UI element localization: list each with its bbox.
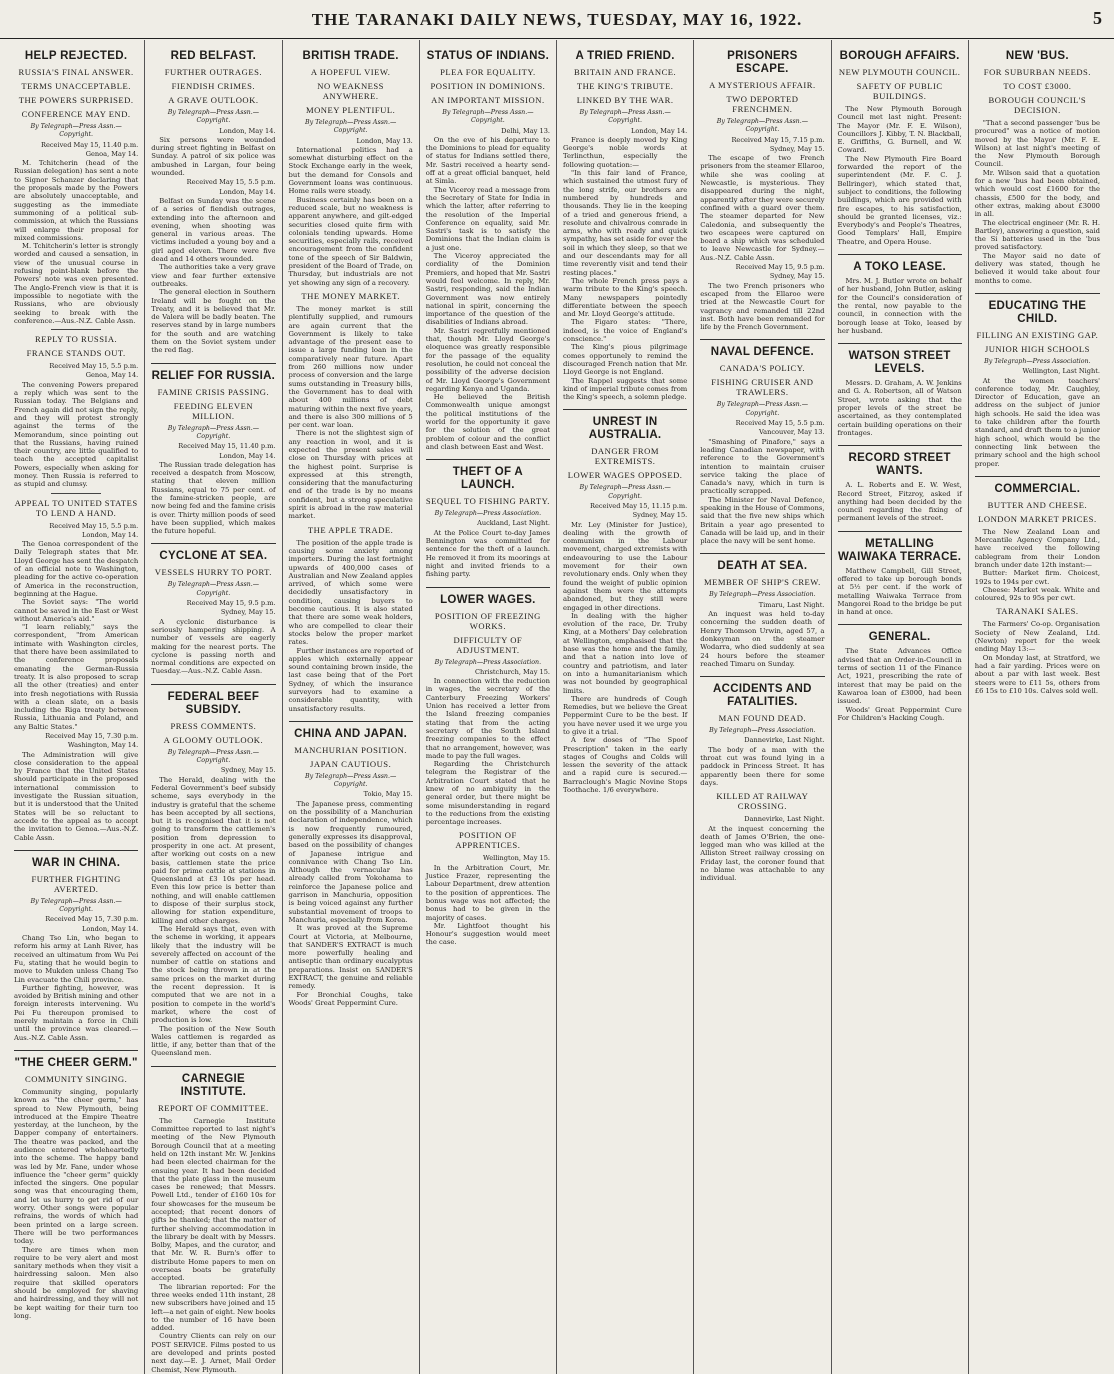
article-subheading: CANADA'S POLICY.: [719, 363, 806, 374]
article-paragraph: The New Plymouth Fire Board forwarded the report of the superintendent (Mr. F. C. J. Bellringer), which stated that, subject to conditions, the following buildings, which are provided with fire escapes, to his satisfaction, should be granted licenses, viz.: Everybody's and People's Theatres, Good Templars' Hall, Empire Theatre, and Opera House.: [837, 154, 962, 246]
article-byline: By Telegraph—Press Association.: [709, 727, 816, 735]
article-paragraph: International politics had a somewhat disturbing effect on the Stock Exchange early in the week, but the demand for Consols and Government loans was continuous. Home rails were steady.: [288, 145, 413, 196]
section-divider: [151, 363, 275, 364]
article-headline: A TRIED FRIEND.: [575, 50, 675, 62]
article-paragraph: The Administration will give close consideration to the appeal by France that the United States should participate in the proposed international commission to investigate the Russian situation, but it is understood that the United States will be so reluctant to accede to the appeal as to accept the invitation to Genoa.—Aus.-N.Z. Cable Assn.: [14, 750, 139, 842]
article-paragraph: The position of the New South Wales cattlemen is regarded as little, if any, better than that of the Queensland men.: [151, 1024, 276, 1058]
column-8: [969, 40, 1106, 1374]
article-subheading: LINKED BY THE WAR.: [576, 95, 674, 105]
article-paragraph: There are times when men require to be very alert and most sanitary methods when they visit a hairdressing saloon. Men also require that skilled operators should be employed for shaving and hairdressing, and they will not be kept waiting for their turn too long.: [14, 1245, 139, 1320]
article-paragraph: In the Arbitration Court, Mr. Justice Frazer, representing the Labour Department, drew attention to the position of apprentices. The bonus wage was not affected; the bonus had to be given in the majority of cases.: [425, 863, 550, 922]
article-paragraph: The Carnegie Institute Committee reported to last night's meeting of the New Plymouth Borough Council that at a meeting held on 12th instant Mr. W. Jenkins had been elected chairman for the ensuing year. It had been decided that the plate glass in the museum cases be renewed; that Messrs. Powell Ltd., tender of £160 10s for four showcases for the museum be accepted; that recent donors of gifts be thanked; that the matter of further shelving accommodation in the library be dealt with by Messrs. Bolby, Mapes, and the curator, and that Mr. W. R. Burn's offer to distribute Home papers to men on overseas boats be gratefully accepted.: [151, 1116, 276, 1283]
article-byline: By Telegraph—Press Assn.—Copyright.: [30, 123, 122, 139]
article-dateline: Received May 15, 11.40 p.m.: [41, 140, 139, 149]
column-2: [145, 40, 282, 1374]
article-paragraph: The New Zealand Loan and Mercantile Agency Company Ltd., have received the following cablegram from their London branch under date 12th instant:—: [974, 527, 1100, 569]
article-byline: By Telegraph—Press Assn.—Copyright.: [579, 109, 671, 125]
section-divider: [51, 493, 101, 494]
article-paragraph: The New Plymouth Borough Council met last night. Present: The Mayor (Mr. F. E. Wilson), Councillors J. Kibby, T. N. Blackball, E. Griffiths, G. Burnell, and W. Coward.: [837, 105, 962, 155]
article-byline: By Telegraph—Press Assn.—Copyright.: [716, 401, 809, 417]
article-subheading: A GLOOMY OUTLOOK.: [163, 734, 264, 745]
section-divider: [14, 1050, 138, 1051]
article-paragraph: Mrs. M. J. Butler wrote on behalf of her husband, John Butler, asking for the Council's consideration of the rental, now payable to the council, in connection with the borough lease at Toko, leased by her husband.: [837, 277, 962, 335]
column-7: [832, 40, 969, 1374]
article-subheading: A MYSTERIOUS AFFAIR.: [709, 80, 816, 90]
article-paragraph: "I learn reliably," says the correspondent, "from American intimate with Washington circles, that there have been assimilated to the conference proposals emanating the German-Russia treaty. It is also proposed to scrap all the other (treaties) and enter into fresh negotiations with Russia with a clean slate, on a basis including the Riga treaty between Russia, Lithuania and Poland, and any Baltic States.": [14, 623, 139, 731]
article-headline: CHINA AND JAPAN.: [294, 727, 408, 740]
section-divider: [151, 543, 275, 544]
article-subheading: MONEY PLENTIFUL.: [305, 105, 396, 115]
article-dateline: Tokio, May 15.: [363, 790, 413, 799]
article-paragraph: The body of a man with the throat cut was found lying in a paddock in Princess Street. It has apparently been there for some days.: [700, 745, 825, 787]
article-paragraph: Country Clients can rely on our POST SERVICE. Films posted to us are developed and prints posted next day.—E. J. Arnet, Mail Order Chemist, New Plymouth.: [151, 1332, 276, 1374]
article-paragraph: The two French prisoners who escaped from the Ellaroo were tried at the Newcastle Court for vagrancy and remanded till 22nd inst. Both have been remanded for life by the French Government.: [700, 281, 825, 332]
article-paragraph: Business certainly has been on a reduced scale, but no weakness is apparent anywhere, and gilt-edged securities closed quite firm with colonials tending upwards. Home securities, especially rails, received encouragement from the confident tone of the speech of Sir Baldwin, president of the Board of Trade, on Thursday, but industrials are not yet showing any sign of a recovery.: [288, 195, 413, 287]
article-paragraph: In dealing with the higher evolution of the race, Dr. Truby King, at a Mothers' Day celebration at Wellington, emphasised that the base was the home and the family, and that a nation into love of country and patriotism, and later on into a humanitarianism which was not bounded by geographical limits.: [563, 611, 688, 695]
article-paragraph: The Japanese press, commenting on the possibility of a Manchurian declaration of independence, which is now frequently rumoured, generally expresses its disapproval, based on the possibility of changes of Japanese intrigue and connivance with Chang Tso Lin. Although the vernacular has already called from Yokohama to reinforce the Japanese police and garrison in Manchuria, opposition is being voiced against any further substantial movement of troops to Manchuria, especially from Korea.: [288, 799, 413, 924]
article-byline: By Telegraph—Press Assn.—Copyright.: [167, 581, 260, 597]
article-headline: THEFT OF A LAUNCH.: [452, 466, 524, 492]
article-subheading: FEEDING ELEVEN MILLION.: [173, 400, 254, 421]
article-headline: COMMERCIAL.: [994, 482, 1081, 495]
article-headline: EDUCATING THE CHILD.: [988, 299, 1087, 325]
article-headline: CYCLONE AT SEA.: [159, 550, 268, 563]
article-paragraph: The Mayor said no date of delivery was stated, though he believed it would take about four months to come.: [974, 251, 1100, 285]
article-subheading: FIENDISH CRIMES.: [171, 81, 256, 91]
article-paragraph: Matthew Campbell, Gill Street, offered to take up borough bonds at 5½ per cent. if the work of metalling Waiwaka Terrace from Mangorei Road to the bridge be put in hand at once.: [837, 566, 962, 617]
article-paragraph: At the women teachers' conference today, Mr. Caughley, Director of Education, gave an address on the subject of junior high schools. He said the idea was to take children after the fourth standard, and draft them to a junior high school, which would be the connecting link between the primary school and the high school proper.: [974, 376, 1100, 468]
section-divider: [426, 587, 550, 588]
article-dateline: London, May 14.: [219, 451, 276, 460]
article-paragraph: Community singing, popularly known as "the cheer germ," has spread to New Plymouth, being introduced at the Empire Theatre yesterday, at the luncheon, by the Dapper company of entertainers. The theatre was packed, and the audience entered wholeheartedly into the scheme. The happy band was led by Mr. Fane, under whose influence the "cheer germ" quickly infected the singers. One popular song was that encouraging them, and let us hurry to get rid of our worry. Other songs were popular refrains, the words of which had been printed on a large screen. There will be two performances today.: [14, 1087, 139, 1246]
article-subheading: LOWER WAGES OPPOSED.: [567, 470, 683, 481]
article-headline: FEDERAL BEEF SUBSIDY.: [167, 690, 260, 716]
article-paragraph: Woods' Great Peppermint Cure For Children's Hacking Cough.: [837, 705, 962, 722]
section-divider: [426, 459, 550, 460]
article-paragraph: M. Tchitcherin's letter is strongly worded and caused a sensation, in view of the unusual course in refusing point-blank before the Powers' note was even presented. The Anglo-French view is that it is impossible to negotiate with the Russians, who are obviously seeking to break with the conference.—Aus.-N.Z. Cable Assn.: [14, 242, 139, 325]
article-headline: HELP REJECTED.: [24, 50, 128, 62]
article-dateline: Received May 15, 11.40 p.m.: [178, 442, 276, 451]
article-paragraph: Six persons were wounded during street fighting in Belfast on Sunday. A patrol of six police was ambushed in Largan, four being wounded.: [151, 135, 276, 178]
article-paragraph: There are hundreds of Cough Remedies, but we believe the Great Peppermint Cure to be the best. If you have never used it we urge you to give it a trial.: [563, 694, 688, 736]
article-paragraph: He believed the British Commonwealth unique amongst the political institutions of the world for the opportunity it gave for the solution of the great problem of colour and the conflict and clash between East and West.: [425, 393, 550, 451]
article-subheading: BRITAIN AND FRANCE.: [574, 67, 677, 77]
article-headline: METALLING WAIWAKA TERRACE.: [838, 537, 962, 563]
article-dateline: London, May 14.: [631, 126, 688, 135]
article-dateline: Dannevirke, Last Night.: [744, 815, 825, 824]
article-subheading: MEMBER OF SHIP'S CREW.: [703, 577, 821, 588]
article-paragraph: "In this fair land of France, which sustained the utmost fury of the long strife, our brothers are numbered by hundreds and thousands. They lie in the keeping of a tried and generous friend, a resolute and chivalrous comrade in arms, who with ready and quick sympathy, has set aside for ever the soil in which they sleep, so that we and our descendants may for all time reverently visit and tend their resting places.": [563, 169, 688, 277]
article-subheading: NO WEAKNESS ANYWHERE.: [317, 81, 384, 101]
column-5: [557, 40, 694, 1374]
article-dateline: Wellington, May 15.: [483, 854, 550, 863]
article-byline: By Telegraph—Press Association.: [434, 510, 542, 518]
article-subheading: TWO DEPORTED FRENCHMEN.: [726, 94, 799, 114]
section-divider: [838, 254, 962, 255]
article-subheading: KILLED AT RAILWAY CROSSING.: [716, 791, 809, 812]
article-subheading: RUSSIA'S FINAL ANSWER.: [18, 67, 134, 77]
article-subheading: POSITION OF FREEZING WORKS.: [434, 610, 541, 631]
article-subheading: REPLY TO RUSSIA.: [35, 334, 118, 345]
article-paragraph: "That a second passenger 'bus be procured" was a notice of motion moved by the Mayor (Mr. F. E. Wilson) at last night's meeting of the New Plymouth Borough Council.: [974, 119, 1100, 169]
article-dateline: Received May 15, 11.15 p.m.: [590, 501, 688, 510]
article-subheading: FURTHER FIGHTING AVERTED.: [31, 873, 121, 894]
article-headline: WATSON STREET LEVELS.: [848, 350, 951, 376]
article-subheading: PRESS COMMENTS.: [170, 720, 257, 731]
article-dateline: Received May 15, 7.30 p.m.: [45, 915, 139, 924]
article-dateline: London, May 14.: [82, 530, 139, 539]
article-dateline: London, May 13.: [356, 136, 413, 145]
article-paragraph: The whole French press pays a warm tribute to the King's speech. Many newspapers pointedly differentiate between the speech and Mr. Lloyd George's attitude.: [563, 276, 688, 319]
article-paragraph: France is deeply moved by King George's noble words at Terlincthun, especially the following quotation:—: [563, 135, 688, 169]
section-divider: [838, 624, 962, 625]
article-paragraph: The Rappel suggests that some kind of imperial tribute comes from the King's speech, a solemn pledge.: [563, 376, 688, 402]
article-paragraph: On the eve of his departure to the Dominions to plead for equality of status for Indians settled there, Mr. Sastri received a hearty send-off at a great official banquet, held at Simla.: [425, 135, 550, 186]
article-byline: By Telegraph—Press Assn.—Copyright.: [167, 748, 260, 765]
article-dateline: Sydney, May 15.: [220, 766, 276, 775]
article-dateline: Sydney, May 15.: [632, 511, 688, 520]
article-byline: By Telegraph—Press Assn.—Copyright.: [304, 772, 397, 789]
article-subheading: JAPAN CAUTIOUS.: [310, 758, 392, 769]
article-subheading: SAFETY OF PUBLIC BUILDINGS.: [856, 81, 943, 101]
article-paragraph: The Herald says that, even with the scheme in working, it appears likely that the industry will be severely affected on account of the number of cattle on stations and the stock being thrown in at the same prices on the market during the recent depression. It is computed that we are not in a position to compete in the world's market, where the cost of production is low.: [151, 924, 276, 1025]
article-paragraph: The Herald, dealing with the Federal Government's beef subsidy scheme, says everybody in the industry is grateful that the scheme has been accepted by all sections, but it is recognised that it is not going to transform the cattlemen's position from depression to prosperity in one act. At present, after working out costs on a new basis, cattlemen state the price paid for prime cattle at stations in Queensland at £3 10s per head. Even this low price is better than nothing, and will enable cattlemen to dispose of their surplus stock, allowing for station expenditure, killing and other charges.: [151, 775, 276, 925]
article-dateline: Sydney, May 15.: [769, 272, 825, 281]
article-byline: By Telegraph—Press Assn.—Copyright.: [30, 897, 122, 914]
article-headline: STATUS OF INDIANS.: [426, 50, 550, 62]
article-paragraph: An inquest was held to-day concerning the sudden death of Henry Thomson Urwin, aged 57, a donkeyman on the steamer Wodarra, who died suddenly at sea 24 hours before the steamer reached Timaru on Sunday.: [700, 610, 825, 668]
article-paragraph: Mr. Sastri regretfully mentioned that, though Mr. Lloyd George's eloquence was greatly responsible for the passage of the equality resolution, he could not conceal the possibility of the adverse decision of Mr. Lloyd George's Government regarding Kenya and Uganda.: [425, 326, 550, 393]
masthead-title: THE TARANAKI DAILY NEWS, TUESDAY, MAY 16, 1922.: [311, 10, 803, 29]
article-byline: By Telegraph—Press Assn.—Copyright.: [304, 119, 397, 135]
article-dateline: Genoa, May 14.: [85, 371, 139, 380]
article-subheading: POSITION OF APPRENTICES.: [455, 830, 521, 851]
article-paragraph: For Bronchial Coughs, take Woods' Great Peppermint Cure.: [288, 990, 413, 1007]
article-dateline: Sydney, May 15.: [220, 608, 276, 617]
article-dateline: Received May 15, 7.15 p.m.: [731, 135, 825, 144]
article-dateline: Received May 15, 5.5 p.m.: [735, 419, 825, 428]
article-subheading: NEW PLYMOUTH COUNCIL.: [838, 67, 961, 77]
article-subheading: SEQUEL TO FISHING PARTY.: [425, 496, 550, 507]
article-dateline: Delhi, May 13.: [501, 126, 550, 135]
article-paragraph: The librarian reported: For the three weeks ended 11th instant, 28 new subscribers have joined and 15 left—a net gain of eight. New books to the number of 16 have been added.: [151, 1282, 276, 1333]
article-byline: By Telegraph—Press Assn.—Copyright.: [716, 118, 809, 134]
article-paragraph: Further instances are reported of apples which externally appear sound containing brown inside, the last case being that of the Port Sydney, of which the insurance surveyors had to examine a considerable quantity, with unsatisfactory results.: [288, 646, 413, 713]
article-paragraph: The authorities take a very grave view and fear further extensive outbreaks.: [151, 263, 276, 288]
article-paragraph: Messrs. D. Graham, A. W. Jenkins and G. A. Robertson, all of Watson Street, wrote asking that the proper levels of the street be ascertained, as they contemplated certain building operations on their frontages.: [837, 379, 962, 437]
article-dateline: London, May 14.: [219, 187, 276, 196]
article-subheading: MANCHURIAN POSITION.: [294, 744, 407, 755]
article-paragraph: It was proved at the Supreme Court at Victoria, at Melbourne, that SANDER'S EXTRACT is much more powerfully healing and antiseptic than ordinary eucalyptus preparations. Insist on SANDER'S EXTRACT, the genuine and reliable remedy.: [288, 924, 413, 991]
column-6: [694, 40, 831, 1374]
article-dateline: Washington, May 14.: [67, 741, 139, 750]
section-divider: [975, 476, 1100, 477]
article-paragraph: Mr. Ley (Minister for Justice), dealing with the growth of communism in the Labour movement, charged extremists with endeavouring to use the Labour movement for their own revolutionary ends. Only when they found the weight of public opinion against them were the attempts abandoned, but they still were engaged in other directions.: [563, 520, 688, 612]
article-paragraph: Mr. Wilson said that a quotation for a new 'bus had been obtained, which would cost £1600 for the chassis, £500 for the body, and other extras, making about £3000 in all.: [974, 168, 1100, 219]
section-divider: [563, 409, 687, 410]
article-subheading: TO COST £3000.: [1003, 81, 1072, 91]
article-paragraph: A few doses of "The Spoof Prescription" taken in the early stages of Coughs and Colds will lessen the severity of the attack and a rapid cure is secured.—Barraclough's Magic Novine Stops Toothache. 1/6 everywhere.: [563, 736, 688, 795]
article-paragraph: The Farmers' Co-op. Organisation Society of New Zealand, Ltd. (Newton) report for the week ending May 13:—: [974, 620, 1100, 654]
article-subheading: PLEA FOR EQUALITY.: [440, 67, 536, 77]
article-dateline: Auckland, Last Night.: [477, 519, 550, 528]
article-paragraph: Chang Tso Lin, who began to reform his army at Lanh River, has received an ultimatum from Wu Pei Fu, stating that he would begin to move to Mukden unless Chang Tso Lin evacuate the Chili province.: [14, 934, 139, 984]
article-paragraph: The Figaro states: "There, indeed, is the voice of England's conscience.": [563, 318, 688, 344]
article-dateline: Vancouver, May 13.: [759, 428, 825, 437]
article-paragraph: The Viceroy read a message from the Secretary of State for India in which the latter, after referring to the resolution of the Imperial Conference on equality, said Mr. Sastri's task is to satisfy the Dominions that the Indian claim is a just one.: [425, 185, 550, 252]
article-byline: By Telegraph—Press Assn.—Copyright.: [167, 109, 260, 125]
section-divider: [838, 343, 962, 344]
article-headline: NAVAL DEFENCE.: [710, 346, 814, 359]
newspaper-masthead: [0, 0, 1114, 39]
article-dateline: Received May 15, 5.5 p.m.: [186, 178, 276, 187]
newspaper-columns: [8, 40, 1106, 1374]
page-number: 5: [1093, 8, 1102, 28]
article-paragraph: "Smashing of Pinafore," says a leading Canadian newspaper, with reference to the Government's intention to maintain cruiser service taking the place of Canada's navy, which in turn is practically scrapped.: [700, 437, 825, 496]
article-paragraph: The money market is still plentifully supplied, and rumours are again current that the Government is likely to take advantage of the present ease to issue a large funding loan in the comparatively near future. Apart from 260 millions now under process of conversion and the large sums outstanding in Treasury bills, the Government has to deal with about 400 millions of debt maturing within the next five years, and there is also 300 millions of 5 per cent. war loan.: [288, 304, 413, 430]
section-divider: [14, 850, 138, 851]
article-headline: UNREST IN AUSTRALIA.: [588, 416, 662, 442]
article-dateline: Received May 15, 7.30 p.m.: [45, 732, 139, 740]
article-paragraph: The King's pious pilgrimage comes opportunely to remind the discouraged French nation that Mr. Lloyd George is not England.: [563, 343, 688, 377]
article-paragraph: On Monday last, at Stratford, we had a fair yarding. Prices were on about a par with last week. Best steers were to £11 5s, others from £6 15s to £10 10s. Calves sold well.: [974, 653, 1100, 695]
article-subheading: BOROUGH COUNCIL'S DECISION.: [988, 95, 1087, 115]
article-subheading: FILLING AN EXISTING GAP.: [976, 329, 1099, 340]
article-subheading: FRANCE STANDS OUT.: [26, 348, 126, 359]
article-subheading: COMMUNITY SINGING.: [24, 1073, 128, 1084]
article-headline: "THE CHEER GERM.": [14, 1056, 138, 1069]
article-subheading: AN IMPORTANT MISSION.: [431, 95, 545, 105]
article-paragraph: At the inquest concerning the death of James O'Brien, the one-legged man who was killed at the Alliston Street railway crossing on Friday last, the coroner found that no blame was attachable to any individual.: [700, 824, 825, 883]
article-headline: RECORD STREET WANTS.: [848, 452, 951, 478]
article-paragraph: At the Police Court to-day James Bennington was committed for sentence for the theft of a launch. He removed it from its moorings at night and invited friends to a fishing party.: [425, 528, 550, 579]
article-subheading: THE POWERS SURPRISED.: [18, 95, 134, 105]
section-divider: [151, 1066, 275, 1067]
article-dateline: Genoa, May 14.: [85, 149, 139, 158]
section-divider: [838, 531, 962, 532]
article-headline: PRISONERS ESCAPE.: [727, 50, 798, 75]
column-1: [8, 40, 145, 1374]
article-dateline: Christchurch, May 15.: [474, 667, 550, 676]
article-paragraph: There is not the slightest sign of any reaction in wool, and it is expected the present sales will close on Thursday with prices at the highest point. Surprise is expressed at this strength, considering that the manufacturing end of the trade is by no means confident, but a strong speculative spirit is abroad in the raw material market.: [288, 429, 413, 521]
article-subheading: LONDON MARKET PRICES.: [978, 513, 1097, 524]
article-byline: By Telegraph—Press Association.: [984, 357, 1091, 365]
article-headline: GENERAL.: [868, 631, 931, 644]
article-paragraph: The general election in Southern Ireland will be fought on the Treaty, and it is believed that Mr. de Valera will be badly beaten. The reserves stand by in large numbers for the south and are watching them on the Soviet system under the red flag.: [151, 288, 276, 355]
section-divider: [975, 293, 1100, 294]
article-paragraph: The Russian trade delegation has received a despatch from Moscow, stating that eleven million Russians, equal to 75 per cent. of the famine-stricken people, are now being fed and the famine crisis is over. Thirty million poods of seed have been supplied, which makes the future hopeful.: [151, 460, 276, 536]
article-dateline: Sydney, May 15.: [769, 144, 825, 153]
section-divider: [151, 684, 275, 685]
article-headline: DEATH AT SEA.: [717, 560, 808, 573]
article-paragraph: M. Tchitcherin (head of the Russian delegation) has sent a note to Signor Schanzer declaring that the proposals made by the Powers are absolutely unacceptable, and suggesting as the immediate summoning of a political sub-commission, at which the Russians will enlarge their proposal for mixed commissions.: [14, 159, 139, 242]
article-paragraph: The convening Powers prepared a reply which was sent to the Russian today. The Belgians and French again did not sign the reply, and they will protest strongly against the terms of the Memorandum, since pointing out that the Russians, having ruined their country, are little qualified to teach the accepted capitalist Powers, especially when asking for money. Then Russia is referred to as stupid and clumsy.: [14, 380, 139, 489]
article-paragraph: The State Advances Office advised that an Order-in-Council in terms of section 11 of the Finance Act, 1921, prescribing the rate of interest that may be paid on the Kawaroa loan of £3000, had been issued.: [837, 647, 962, 706]
article-dateline: Timaru, Last Night.: [758, 600, 825, 609]
article-byline: By Telegraph—Press Association.: [434, 658, 542, 666]
article-subheading: REPORT OF COMMITTEE.: [157, 1102, 269, 1113]
article-dateline: Received May 15, 9.5 p.m.: [735, 263, 825, 272]
article-paragraph: The position of the apple trade is causing some anxiety among importers. During the last fortnight upwards of 400,000 cases of Australian and New Zealand apples arrived, of which some were decidedly unsatisfactory in condition, causing buyers to become cautious. It is also stated that there are some weak holders, who are compelled to clear their stocks below the proper market rates.: [288, 538, 413, 647]
article-paragraph: The Genoa correspondent of the Daily Telegraph states that Mr. Lloyd George has sent the despatch of an official note to Washington, pleading for the active co-operation of America in the reconstruction, beginning at the Hague.: [14, 540, 139, 598]
section-divider: [838, 445, 962, 446]
article-paragraph: The escape of two French prisoners from the steamer Ellaroo, while she was cooling at Newcastle, is mysterious. They disappeared during the night, apparently after they were securely confined with a guard over them. The steamer departed for New Caledonia, and subsequently the two escapees were captured on board a ship which was scheduled to leave Newcastle for Sydney.—Aus.-N.Z. Cable Assn.: [700, 154, 825, 262]
article-dateline: Wellington, Last Night.: [1022, 367, 1100, 376]
article-subheading: TARANAKI SALES.: [996, 606, 1079, 617]
article-paragraph: The electrical engineer (Mr. R. H. Bartley), answering a question, said the Si batteries used in the 'bus proved satisfactory.: [974, 218, 1100, 252]
article-headline: LOWER WAGES.: [440, 593, 536, 606]
article-subheading: THE APPLE TRADE.: [307, 524, 394, 535]
article-headline: NEW 'BUS.: [1005, 50, 1069, 62]
article-dateline: London, May 14.: [82, 924, 139, 933]
article-subheading: A HOPEFUL VIEW.: [310, 67, 391, 77]
column-4: [420, 40, 557, 1374]
article-byline: By Telegraph—Press Assn.—Copyright.: [442, 109, 534, 125]
section-divider: [289, 721, 413, 722]
article-paragraph: Regarding the Christchurch telegram the Registrar of the Arbitration Court stated that he knew of no ambiguity in the general order, but there might be some misunderstanding in regard to the reductions from the existing percentage increases.: [425, 760, 550, 827]
article-dateline: Dannevirke, Last Night.: [744, 736, 825, 745]
article-headline: ACCIDENTS AND FATALITIES.: [713, 683, 812, 709]
article-paragraph: Mr. Lightfoot thought his Honour's suggestion would meet the case.: [425, 921, 550, 947]
article-subheading: JUNIOR HIGH SCHOOLS: [984, 343, 1090, 354]
article-dateline: London, May 14.: [219, 126, 276, 135]
article-subheading: BUTTER AND CHEESE.: [987, 499, 1088, 510]
article-paragraph: A cyclonic disturbance is seriously hampering shipping. A number of vessels are eagerly making for the nearest ports. The cyclone is passing north and normal conditions are expected on Tuesday.—Aus.-N.Z. Cable Assn.: [151, 617, 276, 676]
article-subheading: THE KING'S TRIBUTE.: [576, 81, 674, 91]
article-dateline: Received May 15, 5.5 p.m.: [49, 521, 139, 530]
article-subheading: CONFERENCE MAY END.: [21, 109, 131, 119]
article-subheading: FOR SUBURBAN NEEDS.: [983, 67, 1091, 77]
article-headline: BRITISH TRADE.: [302, 50, 399, 62]
article-paragraph: The Soviet says: "The world cannot be saved in the East or West without America's aid.": [14, 598, 139, 623]
article-paragraph: In connection with the reduction in wages, the secretary of the Canterbury Freezing Workers' Union has received a letter from the Island freezing companies stating that from the acting secretary of the South Island freezing companies to the effect that no arrangement, however, was made to pay the full wages.: [425, 677, 550, 760]
article-paragraph: Cheese: Market weak. White and coloured, 92s to 95s per cwt.: [974, 585, 1100, 603]
article-subheading: TERMS UNACCEPTABLE.: [21, 81, 131, 91]
article-subheading: THE MONEY MARKET.: [301, 290, 400, 301]
article-byline: By Telegraph—Press Association.: [709, 591, 816, 599]
article-dateline: Received May 15, 9.5 p.m.: [186, 599, 276, 608]
section-divider: [51, 329, 101, 330]
article-paragraph: The Viceroy appreciated the cordiality of the Dominion Premiers, and hoped that Mr. Sastri would feel welcome. In reply, Mr. Sastri, responding, said the Indian Government was now entirely national in spirit, concerning the importance of the question of the disabilities of Indians abroad.: [425, 252, 550, 327]
article-byline: By Telegraph—Press Assn.—Copyright.: [579, 484, 671, 500]
section-divider: [700, 676, 824, 677]
article-headline: RED BELFAST.: [170, 50, 257, 62]
section-divider: [700, 553, 824, 554]
article-subheading: POSITION IN DOMINIONS.: [430, 81, 546, 91]
article-paragraph: A. L. Roberts and E. W. West, Record Street, Fitzroy, asked if anything had been decided by the council regarding the fixing of permanent levels of the street.: [837, 481, 962, 523]
article-subheading: FAMINE CRISIS PASSING.: [157, 386, 270, 397]
section-divider: [700, 339, 824, 340]
article-paragraph: Belfast on Sunday was the scene of a series of fiendish outrages, extending into the afternoon and evening, when shooting was general in various areas. The victims included a young boy and a girl aged eleven. There were five dead and 14 others wounded.: [151, 196, 276, 264]
article-subheading: DANGER FROM EXTREMISTS.: [591, 446, 660, 467]
article-headline: RELIEF FOR RUSSIA.: [151, 369, 276, 382]
article-subheading: A GRAVE OUTLOOK.: [168, 95, 259, 105]
article-subheading: APPEAL TO UNITED STATES TO LEND A HAND.: [14, 497, 138, 518]
article-subheading: FISHING CRUISER AND TRAWLERS.: [711, 377, 814, 398]
article-headline: A TOKO LEASE.: [853, 261, 946, 274]
article-paragraph: Butter: Market firm. Choicest, 192s to 194s per cwt.: [974, 569, 1100, 586]
article-headline: WAR IN CHINA.: [32, 856, 121, 869]
column-3: [283, 40, 420, 1374]
article-byline: By Telegraph—Press Assn.—Copyright.: [167, 424, 260, 440]
article-headline: CARNEGIE INSTITUTE.: [180, 1072, 247, 1098]
article-paragraph: Further fighting, however, was avoided by British mining and other foreign interests intervening. Wu Pei Fu thereupon promised to merely maintain a force in Chili until the province was cleared.—Aus.-N.Z. Cable Assn.: [14, 983, 139, 1042]
article-subheading: FURTHER OUTRAGES.: [164, 67, 263, 77]
article-subheading: VESSELS HURRY TO PORT.: [154, 567, 272, 578]
article-dateline: Received May 15, 5.5 p.m.: [49, 362, 139, 371]
article-subheading: MAN FOUND DEAD.: [718, 713, 807, 724]
article-subheading: DIFFICULTY OF ADJUSTMENT.: [453, 634, 523, 655]
article-paragraph: The Minister for Naval Defence, speaking in the House of Commons, said that the five new ships which Britain a year ago presented to Canada will be laid up, and in their place the navy will be sent home.: [700, 495, 825, 546]
article-headline: BOROUGH AFFAIRS.: [839, 50, 960, 62]
